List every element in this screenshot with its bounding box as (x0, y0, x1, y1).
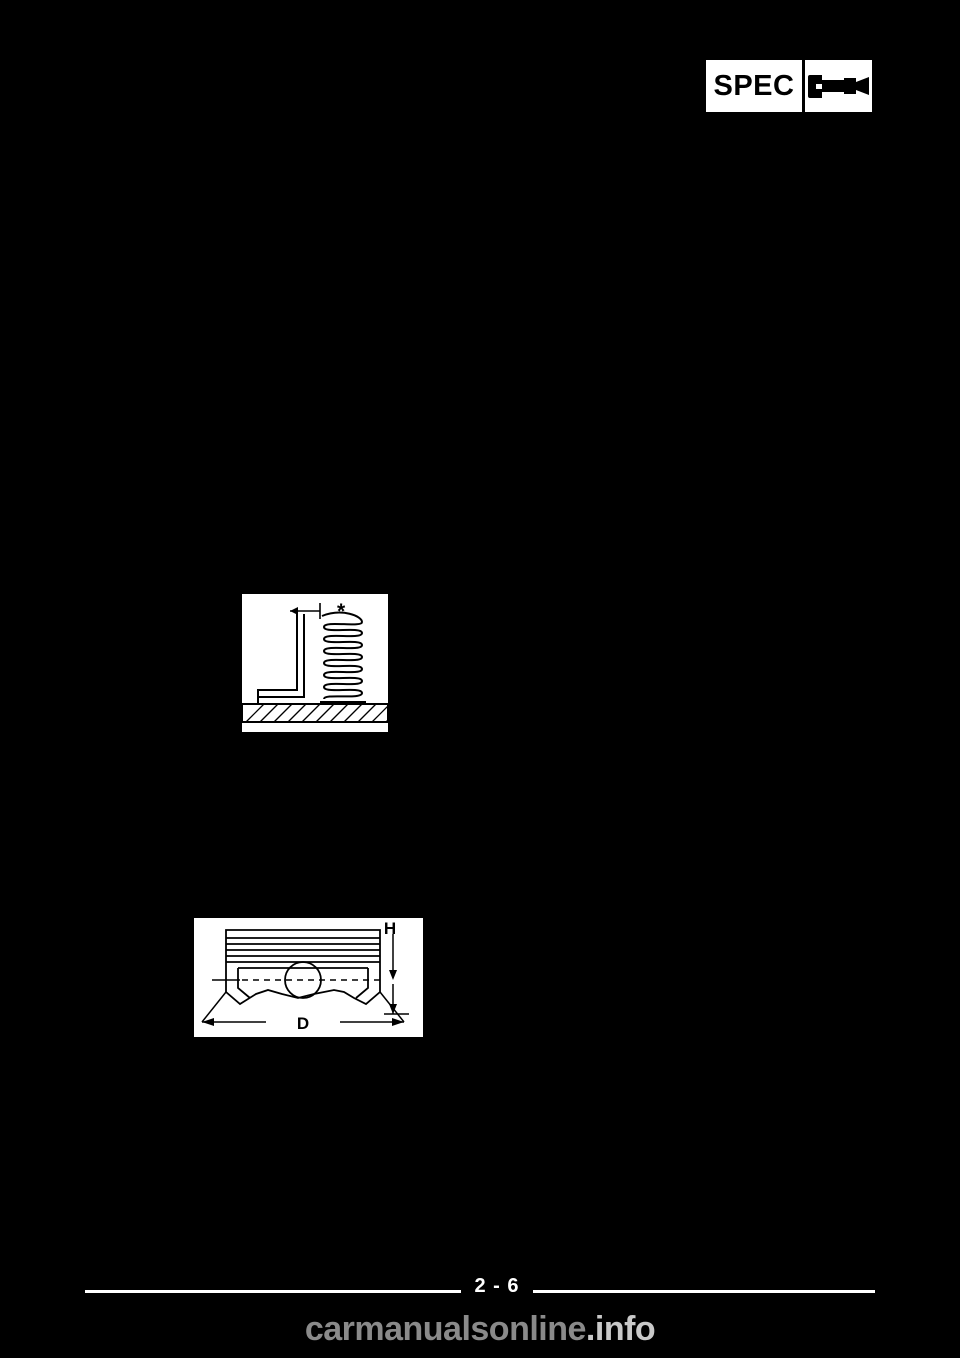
spec-badge (703, 57, 875, 115)
spec-badge-label: SPEC (713, 69, 795, 102)
page-number: 2 - 6 (474, 1275, 520, 1297)
figure-piston-diameter-label: D (296, 1014, 310, 1033)
footer-rule-left (85, 1290, 461, 1293)
watermark-suffix: .info (585, 1309, 656, 1348)
watermark-main: carmanualsonline (304, 1309, 586, 1348)
figure-spring-asterisk-label: * (337, 600, 346, 623)
footer-rule-right (533, 1290, 875, 1293)
figure-piston-height-label: H (383, 919, 397, 938)
valve-spring-diagram (242, 594, 388, 732)
wrench-icon (805, 60, 872, 112)
piston-measurement-diagram (194, 918, 423, 1037)
watermark (0, 1300, 960, 1358)
